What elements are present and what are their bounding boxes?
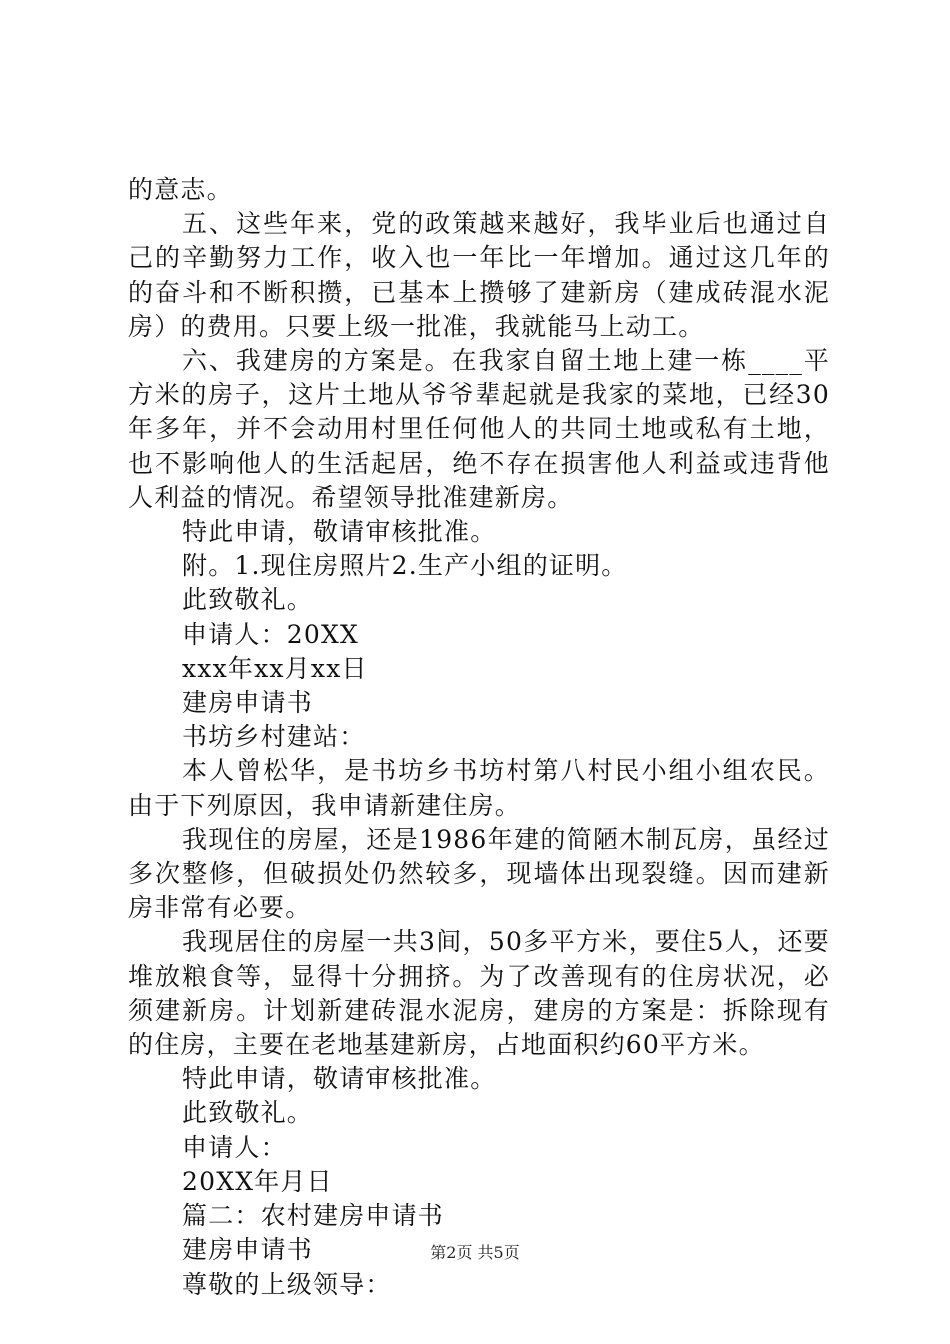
date-line: xxx年xx月xx日 [182, 653, 368, 683]
applicant-line: 申请人： [182, 1132, 287, 1162]
attachment-line: 附。1.现住房照片2.生产小组的证明。 [182, 551, 628, 581]
page-number-footer: 第2页 共5页 [430, 1243, 520, 1262]
document-body [128, 173, 830, 1302]
chapter-heading: 篇二：农村建房申请书 [182, 1201, 445, 1231]
addressee-line: 书坊乡村建站： [182, 722, 366, 752]
paragraph-building-plan: 我现居住的房屋一共3间，50多平方米，要住5人，还要堆放粮食等，显得十分拥挤。为了改善现有的住房状况，必须建新房。计划新建砖混水泥房，建房的方案是：拆除现有的住房，主要在老地基建新房，占地面积约60平方米。 [128, 927, 830, 1060]
paragraph-current-house: 我现住的房屋，还是1986年建的简陋木制瓦房，虽经过多次整修，但破损处仍然较多，现墙体出现裂缝。因而建新房非常有必要。 [128, 824, 830, 923]
paragraph-introduction: 本人曾松华，是书坊乡书坊村第八村民小组小组农民。由于下列原因，我申请新建住房。 [128, 756, 830, 820]
addressee-line: 尊敬的上级领导： [182, 1269, 392, 1299]
closing-request-line: 特此申请，敬请审核批准。 [182, 1064, 497, 1094]
section-title: 建房申请书 [182, 1235, 314, 1265]
paragraph-item-six: 六、我建房的方案是。在我家自留土地上建一栋____平方米的房子，这片土地从爷爷辈起就是我家的菜地，已经30年多年，并不会动用村里任何他人的共同土地或私有土地，也不影响他人的生活起居，绝不存在损害他人利益或违背他人利益的情况。希望领导批准建新房。 [128, 346, 830, 512]
section-title: 建房申请书 [182, 688, 314, 718]
date-line: 20XX年月日 [182, 1166, 333, 1196]
closing-request-line: 特此申请，敬请审核批准。 [182, 517, 497, 547]
salutation-line: 此致敬礼。 [182, 1098, 314, 1128]
paragraph-item-five: 五、这些年来，党的政策越来越好，我毕业后也通过自己的辛勤努力工作，收入也一年比一年增加。通过这几年的的奋斗和不断积攒，已基本上攒够了建新房（建成砖混水泥房）的费用。只要上级一批准，我就能马上动工。 [128, 209, 830, 341]
salutation-line: 此致敬礼。 [182, 585, 314, 615]
paragraph-continuation: 的意志。 [128, 175, 233, 204]
applicant-line: 申请人：20XX [182, 619, 360, 649]
